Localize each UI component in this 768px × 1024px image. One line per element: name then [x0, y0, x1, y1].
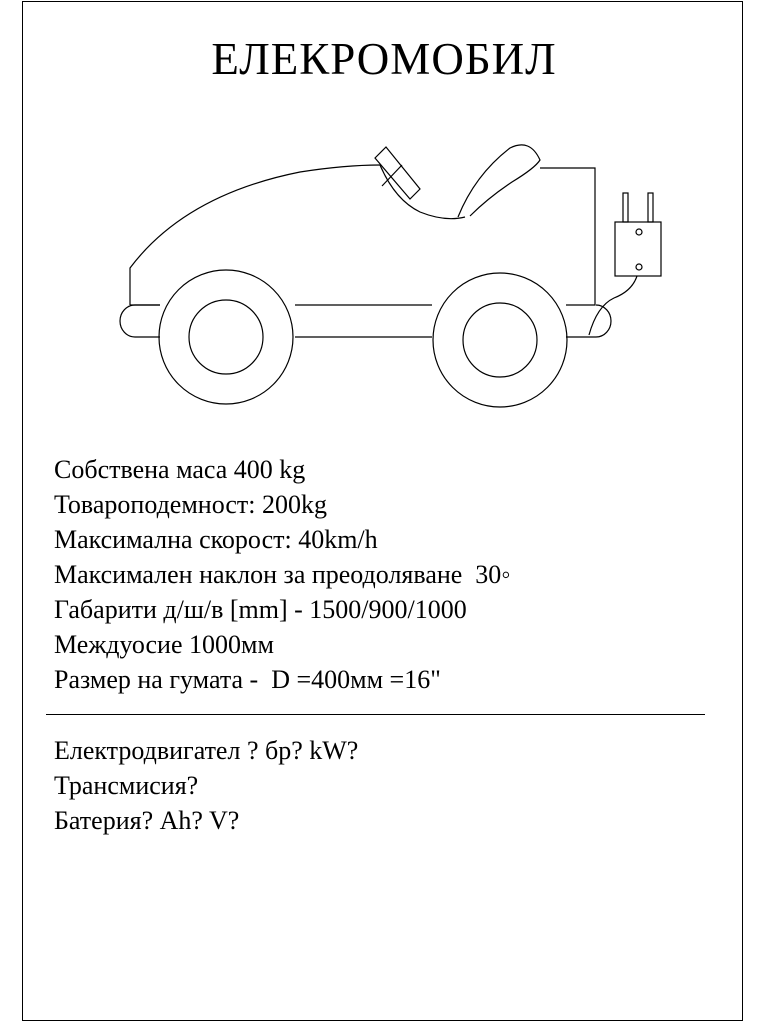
- cockpit-curve: [380, 165, 465, 219]
- question-battery: Батерия? Ah? V?: [54, 806, 240, 835]
- question-transmission: Трансмисия?: [54, 771, 199, 800]
- document-title: ЕЛЕКРОМОБИЛ: [211, 34, 557, 84]
- rear-wheel: [433, 273, 567, 407]
- spec-own-weight: Собствена маса 400 kg: [54, 455, 306, 484]
- seat-backrest: [458, 145, 540, 217]
- section-divider: [46, 714, 705, 715]
- spec-max-slope: Максимален наклон за преодоляване 30◦: [54, 560, 511, 589]
- spec-payload: Товароподемност: 200kg: [54, 490, 327, 519]
- spec-tire-size: Размер на гумата - D =400мм =16": [54, 665, 441, 694]
- car-body: [130, 165, 595, 305]
- spec-wheelbase: Междуосие 1000мм: [54, 630, 274, 659]
- steering-wheel: [375, 147, 420, 199]
- question-motor: Електродвигател ? бр? kW?: [54, 736, 359, 765]
- spec-max-speed: Максимална скорост: 40km/h: [54, 525, 378, 554]
- plug-icon: [615, 193, 661, 276]
- spec-dimensions: Габарити д/ш/в [mm] - 1500/900/1000: [54, 595, 467, 624]
- chassis-frame: [120, 305, 611, 337]
- front-wheel: [159, 270, 293, 404]
